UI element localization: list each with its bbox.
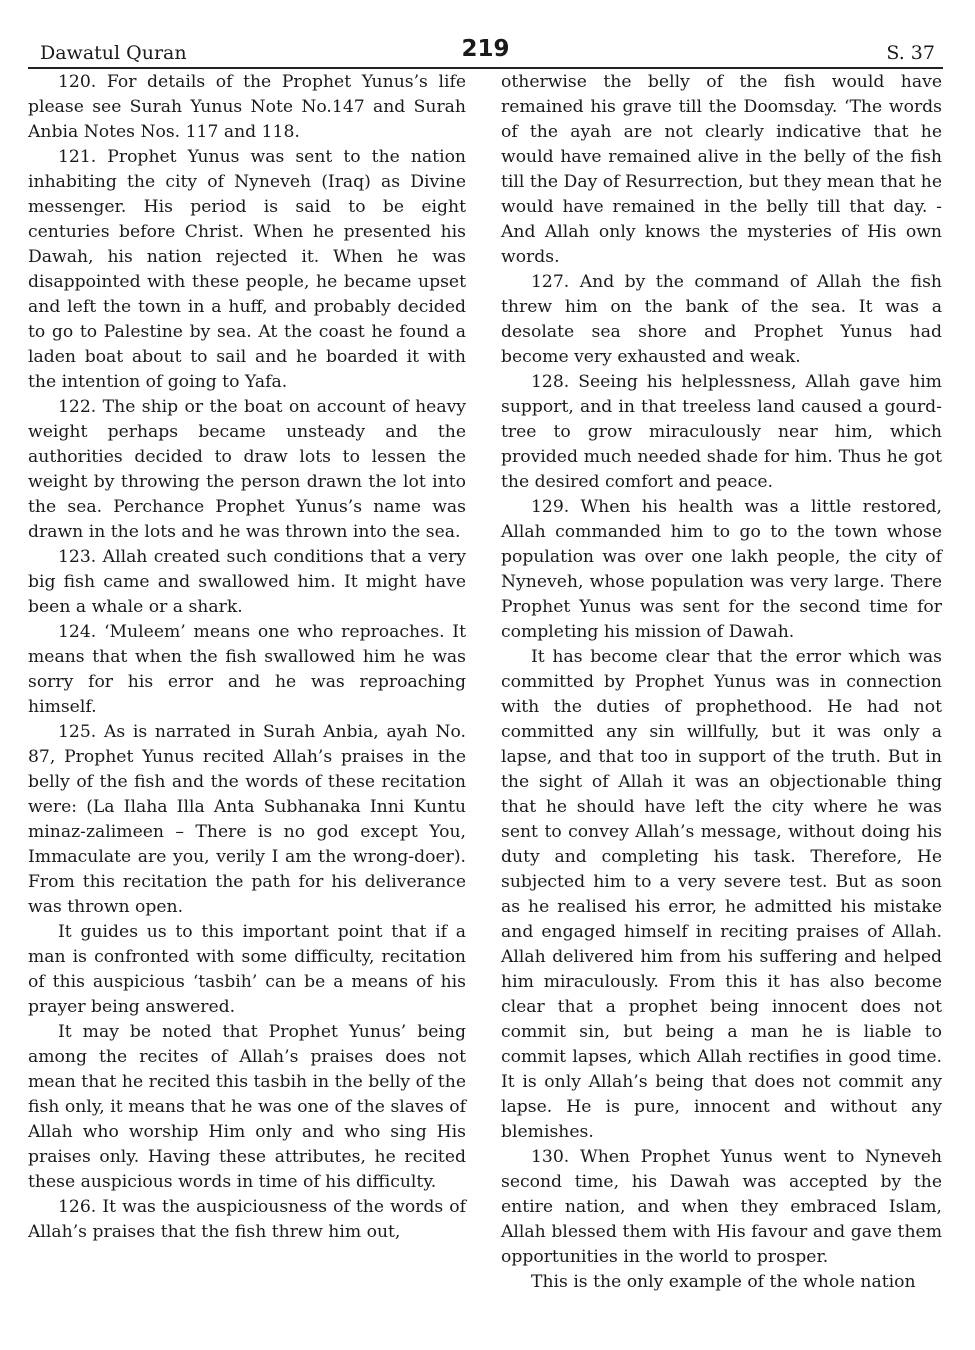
header-rule: [28, 67, 943, 69]
page-number: 219: [461, 36, 510, 62]
paragraph: 129. When his health was a little restored, Allah commanded him to go to the town whose population was over one lakh people, the city of Nyneveh, whose population was very large. There Prophet Yunus was sent for the second time for completing his mission of Dawah.: [501, 497, 942, 642]
paragraph: 127. And by the command of Allah the fish threw him on the bank of the sea. It was a desolate sea shore and Prophet Yunus had become very exhausted and weak.: [501, 272, 942, 367]
paragraph: This is the only example of the whole nation: [531, 1272, 916, 1292]
left-column: [28, 70, 466, 1245]
paragraph: 120. For details of the Prophet Yunus’s life please see Surah Yunus Note No.147 and Surah Anbia Notes Nos. 117 and 118.: [28, 72, 466, 142]
paragraph: It has become clear that the error which was committed by Prophet Yunus was in connection with the duties of prophethood. He had not committed any sin willfully, but it was only a lapse, and that too in support of the truth. But in the sight of Allah it was an objectionable thing that he should have left the city where he was sent to convey Allah’s message, without doing his duty and completing his task. Therefore, He subjected him to a very severe test. But as soon as he realised his error, he admitted his mistake and engaged himself in reciting praises of Allah. Allah delivered him from his suffering and helped him miraculously. From this it has also become clear that a prophet being innocent does not commit sin, but being a man he is liable to commit lapses, which Allah rectifies in good time. It is only Allah’s being that does not commit any lapse. He is pure, innocent and without any blemishes.: [501, 647, 942, 1142]
paragraph: 126. It was the auspiciousness of the words of Allah’s praises that the fish threw him out,: [28, 1197, 466, 1242]
page-header: [28, 36, 943, 70]
paragraph-continued: otherwise the belly of the fish would have remained his grave till the Doomsday. ‘The words of the ayah are not clearly indicative that he would have remained alive in the belly of the fish till the Day of Resurrection, but they mean that he would have remained in the belly till that day. -And Allah only knows the mysteries of His own words.: [501, 72, 942, 267]
paragraph: It may be noted that Prophet Yunus’ being among the recites of Allah’s praises does not mean that he recited this tasbih in the belly of the fish only, it means that he was one of the slaves of Allah who worship Him only and who sing His praises only. Having these attributes, he recited these auspicious words in time of his difficulty.: [28, 1022, 466, 1192]
paragraph: 130. When Prophet Yunus went to Nyneveh second time, his Dawah was accepted by the entire nation, and when they embraced Islam, Allah blessed them with His favour and gave them opportunities in the world to prosper.: [501, 1147, 942, 1267]
right-column: [501, 70, 942, 1295]
paragraph: It guides us to this important point that if a man is confronted with some difficulty, recitation of this auspicious ‘tasbih’ can be a means of his prayer being answered.: [28, 922, 466, 1017]
book-title: Dawatul Quran: [40, 42, 187, 64]
paragraph: 125. As is narrated in Surah Anbia, ayah No. 87, Prophet Yunus recited Allah’s praises in the belly of the fish and the words of these recitation were: (La Ilaha Illa Anta Subhanaka Inni Kuntu minaz-zalimeen – There is no god except You, Immaculate are you, verily I am the wrong-doer). From this recitation the path for his deliverance was thrown open.: [28, 722, 466, 917]
surah-label: S. 37: [886, 42, 935, 64]
paragraph: 128. Seeing his helplessness, Allah gave him support, and in that treeless land caused a gourd-tree to grow miraculously near him, which provided much needed shade for him. Thus he got the desired comfort and peace.: [501, 372, 942, 492]
paragraph: 121. Prophet Yunus was sent to the nation inhabiting the city of Nyneveh (Iraq) as Divine messenger. His period is said to be eight centuries before Christ. When he presented his Dawah, his nation rejected it. When he was disappointed with these people, he became upset and left the town in a huff, and probably decided to go to Palestine by sea. At the coast he found a laden boat about to sail and he boarded it with the intention of going to Yafa.: [28, 147, 466, 392]
paragraph: 124. ‘Muleem’ means one who reproaches. It means that when the fish swallowed him he was sorry for his error and he was reproaching himself.: [28, 622, 466, 717]
paragraph: 123. Allah created such conditions that a very big fish came and swallowed him. It might have been a whale or a shark.: [28, 547, 466, 617]
paragraph: 122. The ship or the boat on account of heavy weight perhaps became unsteady and the authorities decided to draw lots to lessen the weight by throwing the person drawn the lot into the sea. Perchance Prophet Yunus’s name was drawn in the lots and he was thrown into the sea.: [28, 397, 466, 542]
